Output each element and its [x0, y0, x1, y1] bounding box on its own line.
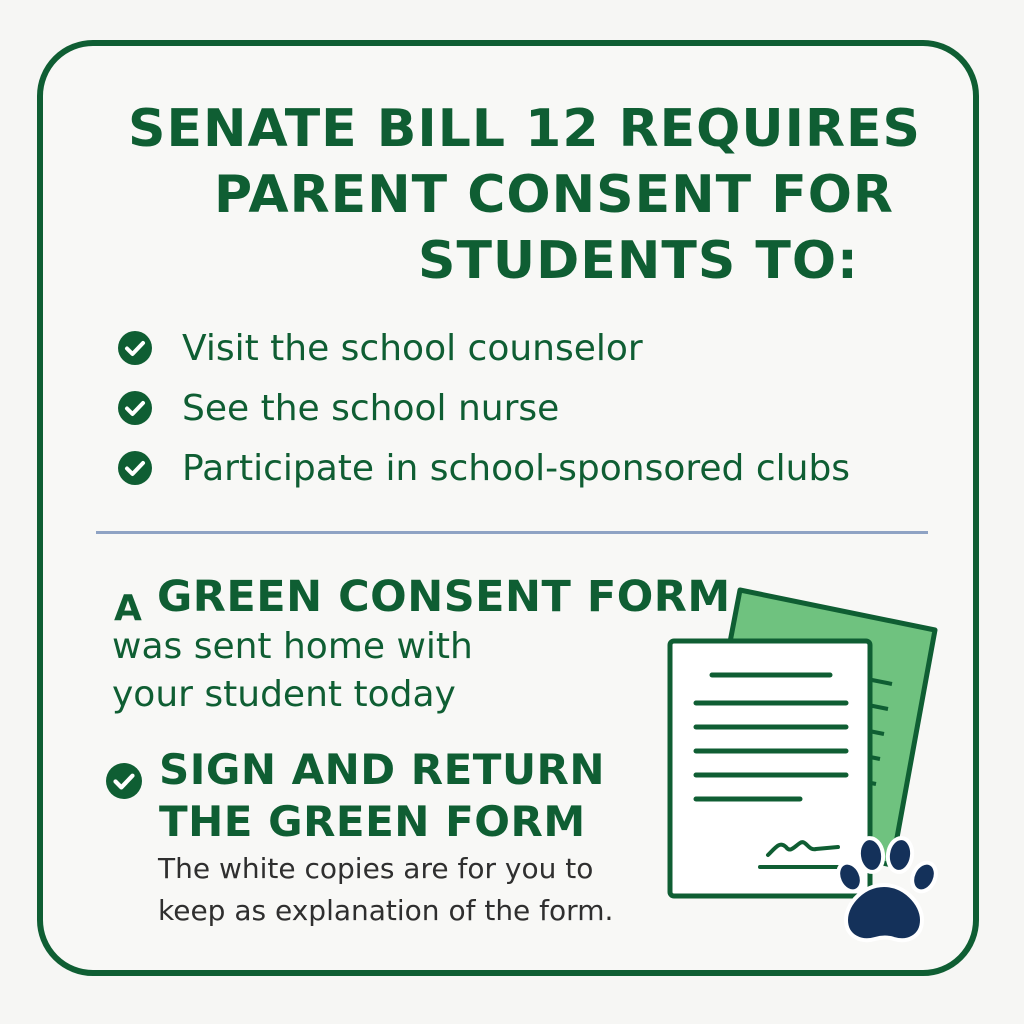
form-intro-line-1: was sent home with — [112, 626, 473, 667]
note-line-2: keep as explanation of the form. — [158, 894, 614, 927]
headline-line-2: PARENT CONSENT FOR — [214, 165, 894, 225]
form-intro-article: A — [114, 588, 142, 629]
form-name-heading: GREEN CONSENT FORM — [157, 572, 731, 622]
check-circle-icon — [106, 763, 142, 799]
requirements-list — [118, 318, 850, 498]
check-circle-icon — [118, 451, 152, 485]
section-divider — [96, 531, 928, 534]
list-item — [118, 378, 850, 438]
white-document-icon — [670, 641, 870, 896]
headline-line-1: SENATE BILL 12 REQUIRES — [128, 99, 921, 159]
requirement-label: Participate in school-sponsored clubs — [182, 447, 851, 489]
action-line-2: THE GREEN FORM — [159, 797, 586, 846]
check-circle-icon — [118, 391, 152, 425]
form-intro-line-2: your student today — [112, 674, 456, 715]
check-circle-icon — [118, 331, 152, 365]
form-illustration — [660, 585, 950, 945]
note-line-1: The white copies are for you to — [158, 852, 594, 885]
action-line-1: SIGN AND RETURN — [159, 745, 606, 794]
list-item — [118, 318, 850, 378]
requirement-label: Visit the school counselor — [182, 327, 643, 369]
headline-line-3: STUDENTS TO: — [418, 231, 859, 291]
requirement-label: See the school nurse — [182, 387, 560, 429]
list-item — [118, 438, 850, 498]
